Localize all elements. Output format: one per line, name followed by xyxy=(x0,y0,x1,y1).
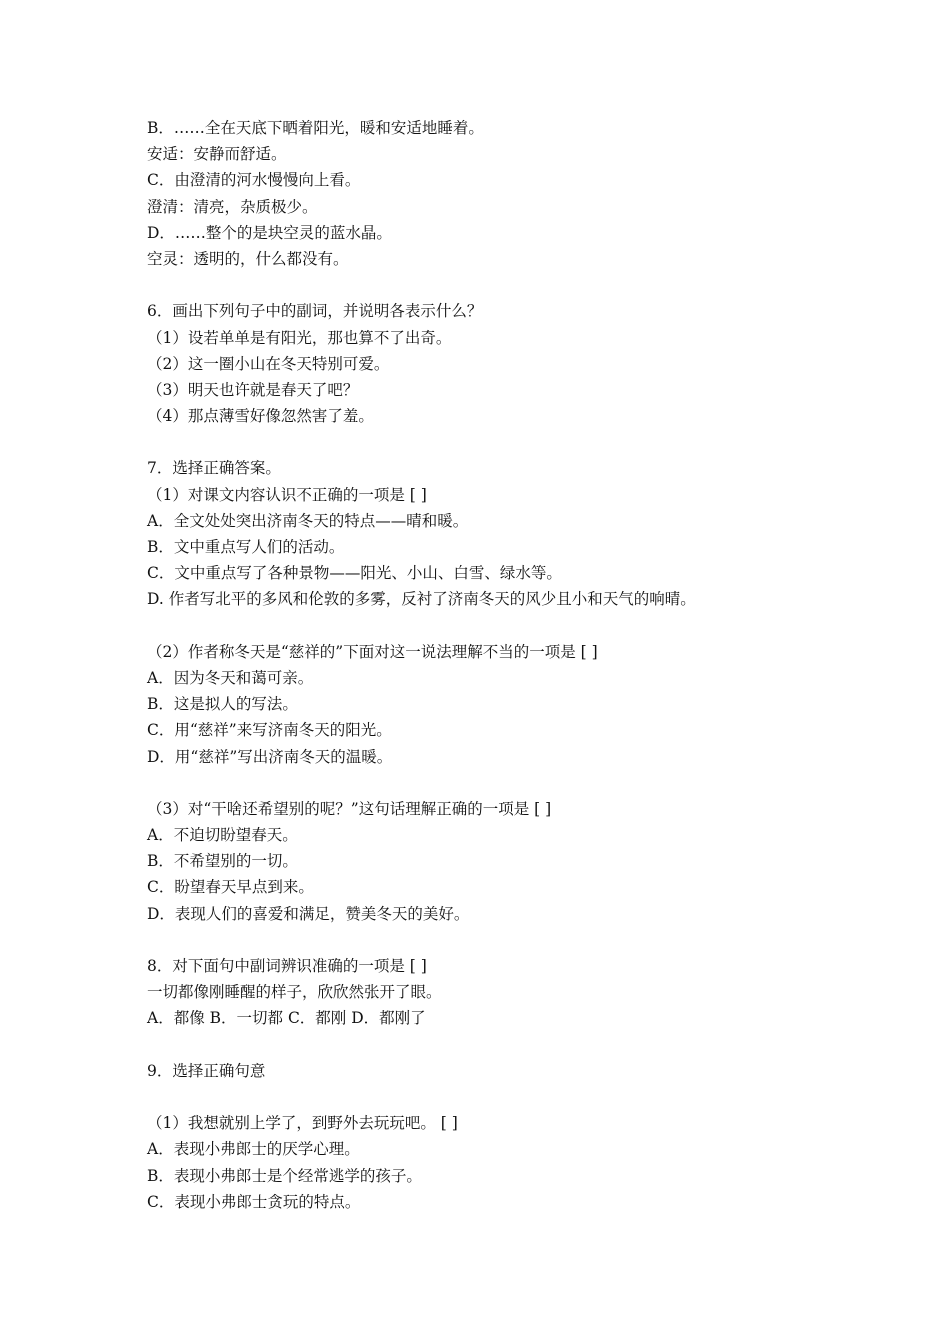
text-line: （2）作者称冬天是“慈祥的”下面对这一说法理解不当的一项是 [ ] xyxy=(147,642,598,661)
text-line: D．……整个的是块空灵的蓝水晶。 xyxy=(147,223,392,242)
text-line: 一切都像刚睡醒的样子，欣欣然张开了眼。 xyxy=(147,983,442,1002)
text-line: （2）这一圈小山在冬天特别可爱。 xyxy=(147,354,390,373)
text-line: 澄清：清亮，杂质极少。 xyxy=(147,197,318,216)
text-line: 安适：安静而舒适。 xyxy=(147,145,287,164)
text-line: （4）那点薄雪好像忽然害了羞。 xyxy=(147,407,374,426)
question-heading: 6．画出下列句子中的副词，并说明各表示什么？ xyxy=(147,302,483,321)
text-line: （1）对课文内容认识不正确的一项是 [ ] xyxy=(147,485,427,504)
text-line: （3）明天也许就是春天了吧？ xyxy=(147,380,359,399)
option-line: B．表现小弗郎士是个经常逃学的孩子。 xyxy=(147,1166,422,1185)
text-line: B．……全在天底下晒着阳光，暖和安适地睡着。 xyxy=(147,119,484,137)
option-line: B．这是拟人的写法。 xyxy=(147,695,298,714)
blank-line xyxy=(147,927,937,953)
option-line: C．表现小弗郎士贪玩的特点。 xyxy=(147,1192,361,1211)
option-line: D．表现人们的喜爱和满足，赞美冬天的美好。 xyxy=(147,904,470,923)
option-line: B．文中重点写人们的活动。 xyxy=(147,538,345,556)
question-heading: 7．选择正确答案。 xyxy=(147,459,281,478)
option-line: A．因为冬天和蔼可亲。 xyxy=(147,668,314,687)
question-heading: 8．对下面句中副词辨识准确的一项是 [ ] xyxy=(147,957,427,975)
blank-line xyxy=(147,1084,937,1110)
option-line: A．不迫切盼望春天。 xyxy=(147,826,298,845)
blank-line xyxy=(147,613,937,639)
document-page xyxy=(147,115,937,1215)
text-line: （1）设若单单是有阳光，那也算不了出奇。 xyxy=(147,328,452,347)
option-line: D．用“慈祥”写出济南冬天的温暖。 xyxy=(147,747,393,766)
option-line: A．都像 B．一切都 C．都刚 D．都刚了 xyxy=(147,1009,426,1028)
blank-line xyxy=(147,770,937,796)
text-line: C．由澄清的河水慢慢向上看。 xyxy=(147,171,361,190)
text-line: （3）对“干啥还希望别的呢？”这句话理解正确的一项是 [ ] xyxy=(147,799,552,818)
blank-line xyxy=(147,272,937,298)
option-line: C．文中重点写了各种景物——阳光、小山、白雪、绿水等。 xyxy=(147,564,562,583)
option-line: C．盼望春天早点到来。 xyxy=(147,878,314,897)
option-line: C．用“慈祥”来写济南冬天的阳光。 xyxy=(147,721,392,740)
text-line: （1）我想就别上学了，到野外去玩玩吧。 [ ] xyxy=(147,1114,458,1133)
blank-line xyxy=(147,1032,937,1058)
option-line: A．全文处处突出济南冬天的特点——晴和暖。 xyxy=(147,511,469,530)
option-line: D. 作者写北平的多风和伦敦的多雾，反衬了济南冬天的风少且小和天气的响晴。 xyxy=(147,590,696,609)
question-heading: 9．选择正确句意 xyxy=(147,1061,266,1080)
option-line: B．不希望别的一切。 xyxy=(147,852,298,871)
blank-line xyxy=(147,429,937,455)
text-line: 空灵：透明的，什么都没有。 xyxy=(147,249,349,268)
option-line: A．表现小弗郎士的厌学心理。 xyxy=(147,1140,360,1159)
